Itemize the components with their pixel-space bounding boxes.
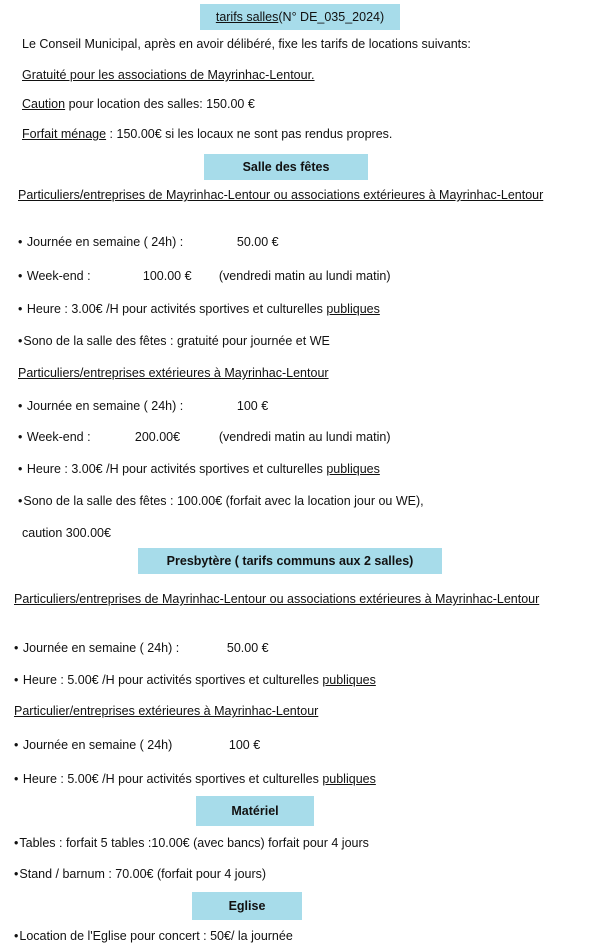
salle-title: Salle des fêtes (204, 154, 368, 180)
salle-g1-weekend (18, 268, 391, 284)
menage-line (22, 126, 392, 142)
salle-g1-heure (18, 301, 380, 317)
presb-g1-journee-value: 50.00 € (226, 641, 269, 655)
salle-g2-journee-label: Journée en semaine ( 24h) : (26, 399, 184, 413)
salle-g1-heure-link: publiques (326, 302, 380, 316)
presb-g2-journee (14, 737, 260, 753)
presb-g2-heure (14, 771, 376, 787)
materiel-stand: • Stand / barnum : 70.00€ (forfait pour 4 jours) (14, 866, 266, 882)
header-ref: (N° DE_035_2024) (278, 10, 385, 24)
salle-g2-weekend-label: Week-end : (26, 430, 91, 444)
presbytere-title: Presbytère ( tarifs communs aux 2 salles) (138, 548, 442, 574)
materiel-title: Matériel (196, 796, 314, 826)
salle-g1-weekend-label: Week-end : (26, 269, 91, 283)
presb-g1-heure-link: publiques (322, 673, 376, 687)
salle-g1-journee (18, 234, 279, 250)
salle-g2-journee (18, 398, 268, 414)
salle-g1-journee-label: Journée en semaine ( 24h) : (26, 235, 184, 249)
salle-g2-weekend-note: (vendredi matin au lundi matin) (218, 430, 391, 444)
presb-g2-journee-label: Journée en semaine ( 24h) (22, 738, 173, 752)
eglise-location: • Location de l'Eglise pour concert : 50€/ la journée (14, 928, 293, 944)
salle-g2-journee-value: 100 € (236, 399, 269, 413)
intro-text: Le Conseil Municipal, après en avoir délibéré, fixe les tarifs de locations suivants: (22, 37, 471, 51)
header-prefix: tarifs salles (215, 10, 279, 24)
caution-text: pour location des salles: 150.00 € (65, 97, 255, 111)
menage-label: Forfait ménage (22, 127, 107, 141)
salle-g2-weekend-value: 200.00€ (134, 430, 181, 444)
salle-g1-journee-value: 50.00 € (236, 235, 279, 249)
presb-g2-journee-value: 100 € (228, 738, 261, 752)
salle-g1-weekend-value: 100.00 € (142, 269, 192, 283)
salle-g1-heure-text: Heure : 3.00€ /H pour activités sportives et culturelles (26, 302, 327, 316)
presb-g1-heure-text: Heure : 5.00€ /H pour activités sportives et culturelles (22, 673, 323, 687)
salle-g2-sono: • Sono de la salle des fêtes : 100.00€ (forfait avec la location jour ou WE), (18, 493, 424, 509)
materiel-tables: • Tables : forfait 5 tables :10.00€ (avec bancs) forfait pour 4 jours (14, 835, 369, 851)
salle-g2-weekend (18, 429, 391, 445)
caution-line (22, 96, 255, 112)
gratuite-text: Gratuité pour les associations de Mayrinhac-Lentour. (22, 68, 315, 82)
salle-g2-heure-link: publiques (326, 462, 380, 476)
eglise-title: Eglise (192, 892, 302, 920)
presb-g1-journee (14, 640, 269, 656)
header-box (200, 4, 400, 30)
salle-g2-heure-text: Heure : 3.00€ /H pour activités sportives et culturelles (26, 462, 327, 476)
salle-group2-heading: Particuliers/entreprises extérieures à Mayrinhac-Lentour (18, 366, 329, 380)
presbytere-group2-heading: Particulier/entreprises extérieures à Mayrinhac-Lentour (14, 704, 319, 718)
presbytere-group1-heading: Particuliers/entreprises de Mayrinhac-Lentour ou associations extérieures à Mayrinhac-Lentour (14, 592, 540, 606)
salle-group1-heading: Particuliers/entreprises de Mayrinhac-Lentour ou associations extérieures à Mayrinhac-Lentour (18, 188, 544, 202)
salle-g2-heure (18, 461, 380, 477)
salle-g2-caution: caution 300.00€ (22, 526, 111, 540)
presb-g1-journee-label: Journée en semaine ( 24h) : (22, 641, 180, 655)
salle-g1-weekend-note: (vendredi matin au lundi matin) (218, 269, 391, 283)
presb-g2-heure-text: Heure : 5.00€ /H pour activités sportives et culturelles (22, 772, 323, 786)
presb-g2-heure-link: publiques (322, 772, 376, 786)
caution-label: Caution (22, 97, 66, 111)
salle-g1-sono: • Sono de la salle des fêtes : gratuité pour journée et WE (18, 333, 330, 349)
menage-text: : 150.00€ si les locaux ne sont pas rendus propres. (106, 127, 393, 141)
presb-g1-heure (14, 672, 376, 688)
